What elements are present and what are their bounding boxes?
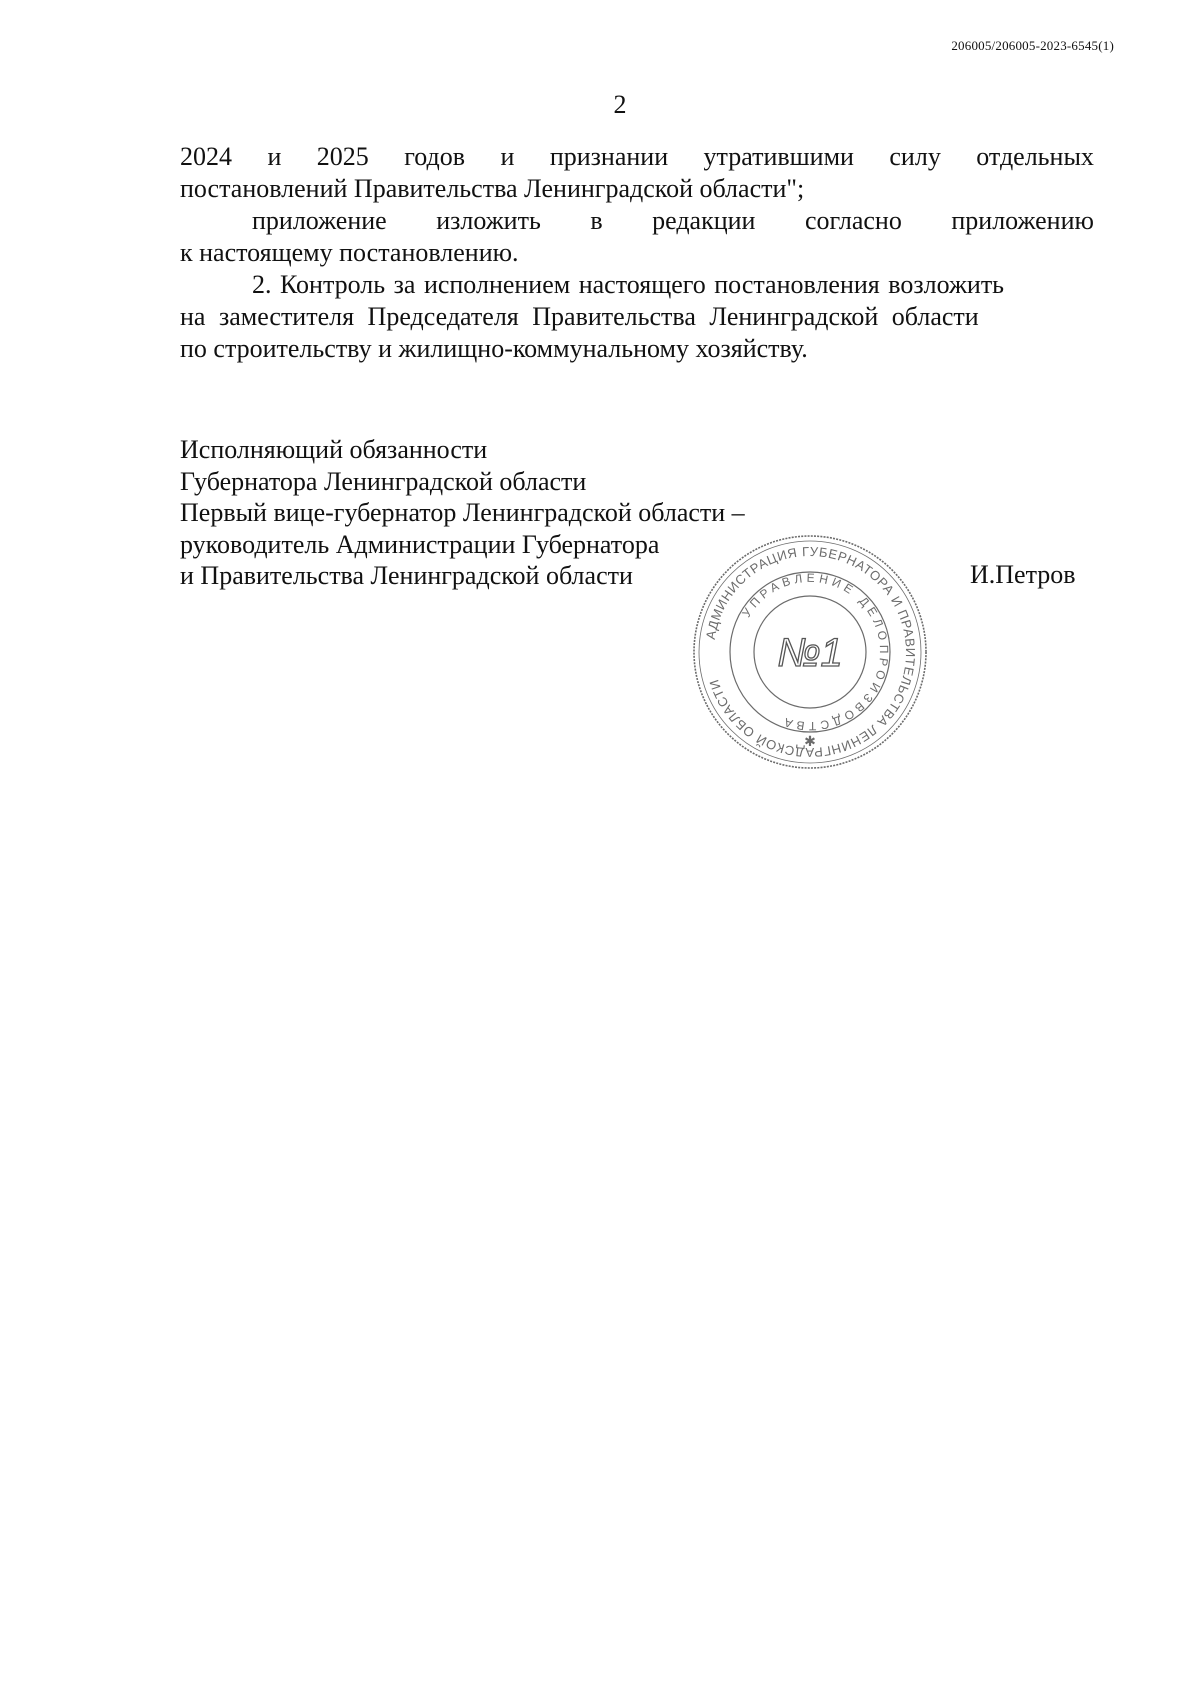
document-id: 206005/206005-2023-6545(1) xyxy=(951,38,1114,53)
paragraph-1-line-1 xyxy=(180,141,1094,173)
signature-block xyxy=(180,434,745,592)
signature-title-line-2: Губернатора Ленинградской области xyxy=(180,466,587,496)
seal-center-number: №1 xyxy=(777,631,843,675)
signature-title-line-1: Исполняющий обязанности xyxy=(180,435,488,464)
document-body xyxy=(180,141,1094,365)
word: приложение xyxy=(252,206,387,235)
word: и xyxy=(267,142,282,171)
paragraph-3-line-3: по строительству и жилищно-коммунальному хозяйству. xyxy=(180,334,808,363)
paragraph-3-line-1: 2. Контроль за исполнением настоящего постановления возложить xyxy=(252,270,1005,299)
word: утратившими xyxy=(703,142,854,171)
word: согласно xyxy=(804,206,902,235)
paragraph-2-line-1 xyxy=(180,205,1094,237)
seal-inner-text: УПРАВЛЕНИЕ ДЕЛОПРОИЗВОДСТВА xyxy=(739,570,892,734)
word: 2025 xyxy=(316,142,369,171)
word: в xyxy=(590,206,603,235)
word: редакции xyxy=(652,206,756,235)
official-seal-stamp xyxy=(690,532,930,772)
word: годов xyxy=(404,142,466,171)
word: изложить xyxy=(436,206,541,235)
paragraph-1-line-2: постановлений Правительства Ленинградской области"; xyxy=(180,174,805,203)
signature-title-line-4: руководитель Администрации Губернатора xyxy=(180,529,660,559)
word: приложению xyxy=(951,206,1094,235)
signature-title-line-5: и Правительства Ленинградской области xyxy=(180,561,633,590)
word: и xyxy=(500,142,515,171)
seal-outer-text: АДМИНИСТРАЦИЯ ГУБЕРНАТОРА И ПРАВИТЕЛЬСТВА ЛЕНИНГРАДСКОЙ ОБЛАСТИ xyxy=(702,543,919,761)
seal-star-icon: ✱ xyxy=(804,733,816,749)
paragraph-2-line-2: к настоящему постановлению. xyxy=(180,238,519,267)
word: 2024 xyxy=(180,142,232,171)
word: силу xyxy=(889,142,941,171)
page-number: 2 xyxy=(613,90,627,119)
signer-name: И.Петров xyxy=(970,560,1076,589)
paragraph-3-line-2: на заместителя Председателя Правительства Ленинградской области xyxy=(180,302,979,331)
word: отдельных xyxy=(976,142,1094,171)
word: признании xyxy=(549,142,669,171)
signature-title-line-3: Первый вице-губернатор Ленинградской области – xyxy=(180,498,745,527)
